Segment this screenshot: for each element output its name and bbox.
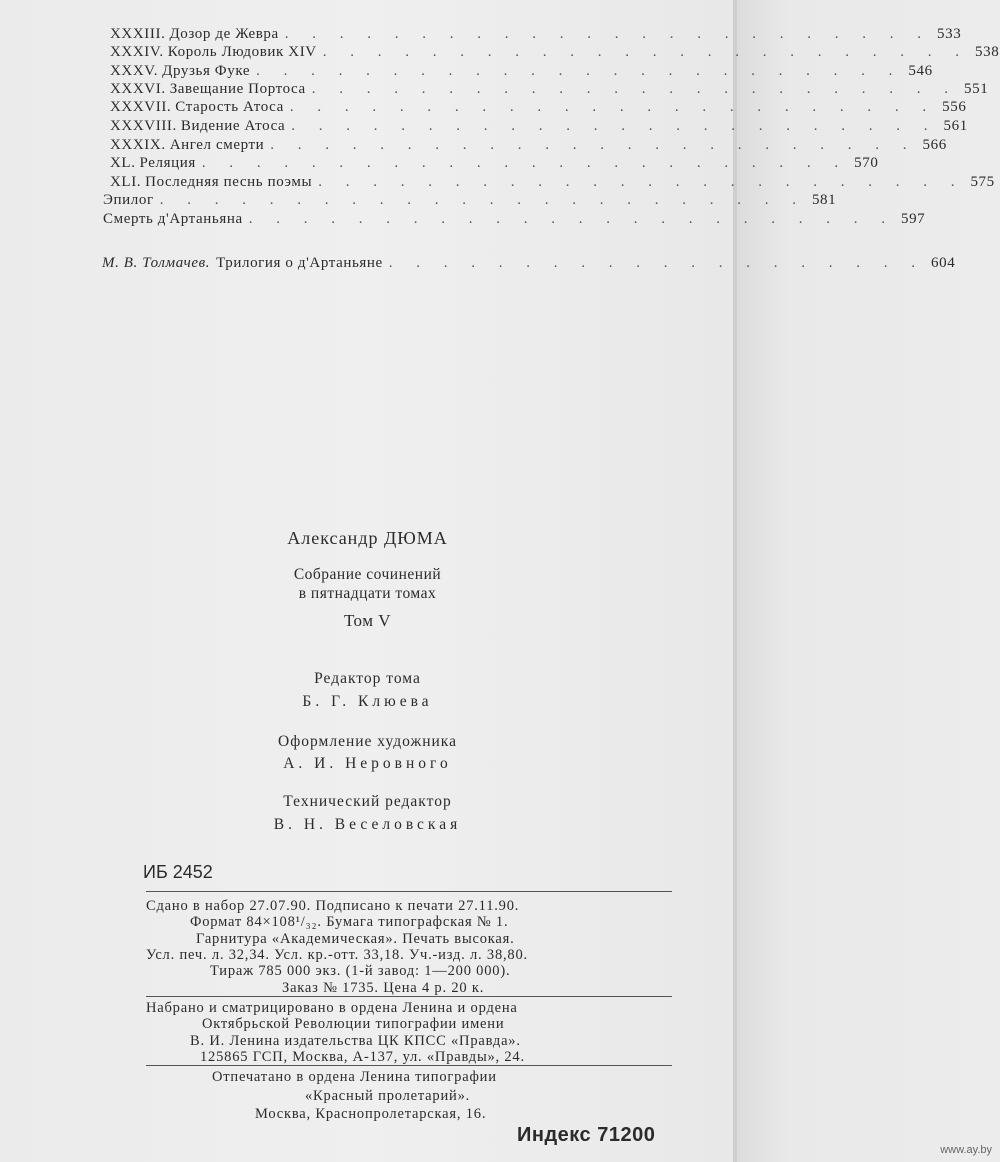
- toc-row: [110, 118, 968, 137]
- page-number: 570: [854, 155, 879, 171]
- toc-row: [110, 63, 933, 82]
- page-number: 581: [811, 192, 837, 208]
- chapter-title: Ангел смерти: [169, 137, 265, 153]
- print-info-line: Заказ № 1735. Цена 4 р. 20 к.: [282, 979, 485, 996]
- chapter-number: XL.: [110, 155, 136, 171]
- print-info-line: Тираж 785 000 экз. (1-й завод: 1—200 000).: [210, 963, 511, 980]
- series-line-2: в пятнадцати томах: [298, 585, 437, 602]
- divider-top: [146, 891, 672, 892]
- dot-leader: . . . . . . . . . . . . . . . . . . . . . . . .: [256, 63, 903, 79]
- page-number: 546: [908, 63, 933, 79]
- dot-leader: . . . . . . . . . . . . . . . . . . . . . . . .: [248, 211, 895, 227]
- page-number: 597: [900, 211, 926, 227]
- series-line-1: Собрание сочинений: [293, 566, 442, 583]
- print-info-line: Гарнитура «Академическая». Печать высокая.: [196, 930, 515, 947]
- page-number: 566: [922, 137, 947, 153]
- dot-leader: . . . . . . . . . . . . . . . . . . . . . . . .: [318, 174, 965, 190]
- dot-leader: . . . . . . . . . . . . . . . . . . . . . . . .: [201, 155, 849, 171]
- toc-row: [110, 26, 962, 45]
- chapter-number: XXXV.: [110, 63, 159, 79]
- chapter-title: Король Людовик XIV: [167, 44, 317, 60]
- chapter-title: Старость Атоса: [175, 99, 284, 115]
- page-number: 561: [943, 118, 968, 134]
- afterword-page: 604: [931, 255, 956, 271]
- chapter-title: Последняя песнь поэмы: [145, 174, 313, 190]
- toc-row: [110, 44, 1000, 63]
- credit-name: Б. Г. Клюева: [302, 693, 433, 710]
- dot-leader: . . . . . . . . . . . . . . . . . . . .: [388, 255, 926, 271]
- author-name: Александр ДЮМА: [287, 528, 448, 548]
- typesetting-line: Октябрьской Революции типографии имени: [202, 1016, 505, 1033]
- chapter-number: XXXVIII.: [110, 118, 177, 134]
- printing-line: Москва, Краснопролетарская, 16.: [255, 1106, 487, 1122]
- dot-leader: . . . . . . . . . . . . . . . . . . . . . . . .: [291, 118, 938, 134]
- toc-row: [110, 155, 879, 174]
- page-number: 575: [970, 174, 995, 190]
- credit-name: В. Н. Веселовская: [273, 816, 462, 833]
- chapter-title: Завещание Портоса: [169, 81, 306, 97]
- printing-line: Отпечатано в ордена Ленина типографии: [212, 1069, 497, 1085]
- chapter-title: Друзья Фуке: [162, 63, 251, 79]
- chapter-title: Дозор де Жевра: [169, 26, 279, 42]
- credit-role: Редактор тома: [314, 670, 421, 687]
- catalog-index: Индекс 71200: [517, 1124, 656, 1146]
- credit-name: А. И. Неровного: [283, 755, 452, 772]
- chapter-number: XXXIII.: [110, 26, 166, 42]
- chapter-number: XXXVI.: [110, 81, 166, 97]
- credit-role: Оформление художника: [278, 733, 457, 750]
- typesetting-line: В. И. Ленина издательства ЦК КПСС «Правда».: [190, 1032, 521, 1049]
- watermark: www.ay.by: [940, 1144, 992, 1156]
- chapter-title: Эпилог: [103, 192, 154, 208]
- dot-leader: . . . . . . . . . . . . . . . . . . . . . . . .: [322, 44, 969, 60]
- print-info-line: Усл. печ. л. 32,34. Усл. кр.-отт. 33,18. Уч.-изд. л. 38,80.: [146, 946, 528, 963]
- page-number: 551: [964, 81, 989, 97]
- toc-row: [110, 99, 967, 118]
- chapter-number: XLI.: [110, 174, 142, 190]
- divider-bottom: [146, 1065, 672, 1066]
- chapter-title: Видение Атоса: [180, 118, 286, 134]
- toc-row: [110, 174, 995, 193]
- afterword-entry: [102, 255, 956, 272]
- ib-number: ИБ 2452: [143, 862, 213, 882]
- divider-middle: [146, 996, 672, 997]
- toc-row: [110, 81, 989, 100]
- dot-leader: . . . . . . . . . . . . . . . . . . . . . . . .: [270, 137, 917, 153]
- typesetting-line: Набрано и сматрицировано в ордена Ленина и ордена: [146, 1000, 518, 1016]
- page-number: 538: [975, 44, 1000, 60]
- dot-leader: . . . . . . . . . . . . . . . . . . . . . . . .: [159, 192, 806, 208]
- afterword-title: Трилогия о д'Артаньяне: [216, 255, 383, 271]
- page-number: 533: [937, 26, 962, 42]
- toc-row: [103, 192, 837, 211]
- page-number: 556: [942, 99, 967, 115]
- chapter-title: Смерть д'Артаньяна: [103, 211, 243, 227]
- dot-leader: . . . . . . . . . . . . . . . . . . . . . . . .: [284, 26, 932, 42]
- credit-role: Технический редактор: [283, 793, 452, 810]
- toc-row: [103, 211, 926, 230]
- printing-line: «Красный пролетарий».: [305, 1087, 471, 1104]
- chapter-title: Реляция: [139, 155, 196, 171]
- dot-leader: . . . . . . . . . . . . . . . . . . . . . . . .: [289, 99, 937, 115]
- volume-number: Том V: [343, 611, 392, 630]
- dot-leader: . . . . . . . . . . . . . . . . . . . . . . . .: [311, 81, 958, 97]
- afterword-author: М. В. Толмачев.: [102, 255, 211, 271]
- toc-row: [110, 137, 947, 156]
- chapter-number: XXXIX.: [110, 137, 166, 153]
- chapter-number: XXXIV.: [110, 44, 164, 60]
- print-info-line: Сдано в набор 27.07.90. Подписано к печати 27.11.90.: [146, 898, 520, 914]
- print-info-line: Формат 84×108¹/₃₂. Бумага типографская № 1.: [190, 914, 509, 931]
- typesetting-line: 125865 ГСП, Москва, А-137, ул. «Правды», 24.: [200, 1048, 525, 1065]
- chapter-number: XXXVII.: [110, 99, 172, 115]
